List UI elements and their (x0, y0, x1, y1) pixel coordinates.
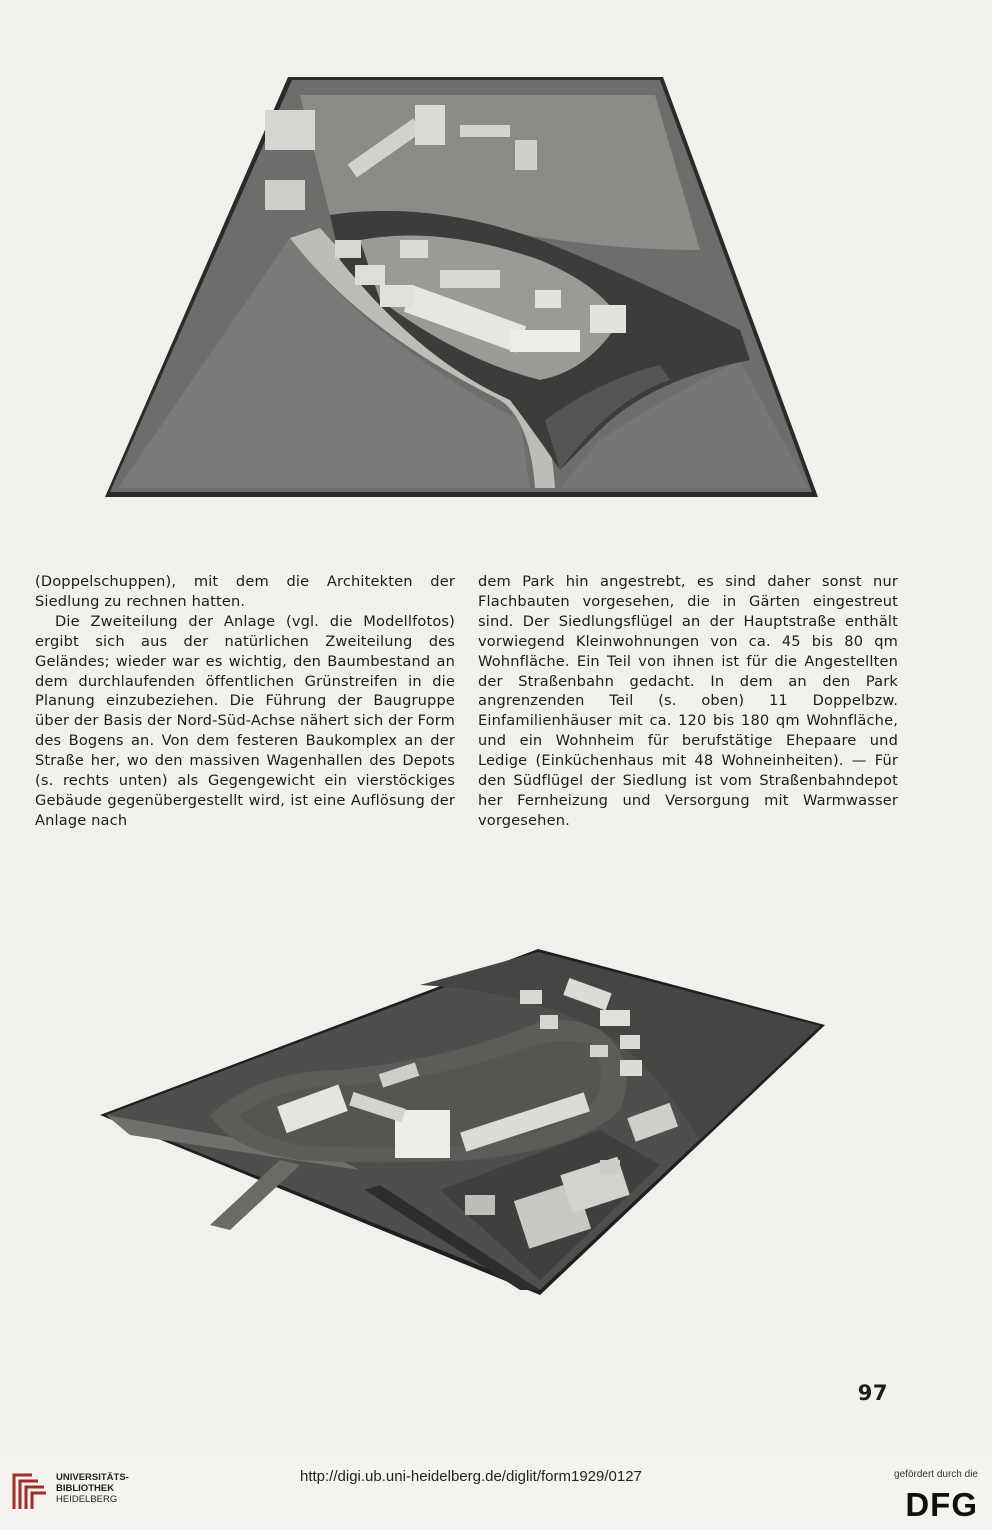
page-number: 97 (857, 1381, 888, 1405)
text-column-right (478, 572, 898, 831)
digitization-footer (0, 1455, 992, 1530)
paragraph: (Doppelschuppen), mit dem die Architekten der Siedlung zu rechnen hatten. (35, 573, 455, 610)
paragraph: Die Zweiteilung der Anlage (vgl. die Modellfotos) ergibt sich aus der natürlichen Zweiteilung des Geländes; wieder war es wichtig, den Baumbestand an dem durchlaufenden öffentlichen Grünstreifen in die Planung einzubeziehen. Die Führung der Baugruppe über der Basis der Nord-Süd-Achse nähert sich der Form des Bogens an. Von dem festeren Baukomplex an der Straße her, wo den massiven Wagenhallen des Depots (s. rechts unten) als Gegengewicht ein vierstöckiges Gebäude gegenübergestellt wird, ist eine Auflösung der Anlage nach (35, 612, 455, 829)
university-library-logo-icon (10, 1469, 50, 1513)
university-library-name: UNIVERSITÄTS- BIBLIOTHEK HEIDELBERG (56, 1472, 129, 1505)
dfg-logo: DFG (905, 1486, 978, 1523)
text-column-left (35, 572, 455, 831)
paragraph: dem Park hin angestrebt, es sind daher sonst nur Flachbauten vorgesehen, die in Gärten eingestreut sind. Der Siedlungsflügel an der Hauptstraße enthält vorwiegend Kleinwohnungen von ca. 45 bis 80 qm Wohnfläche. Ein Teil von ihnen ist für die Angestellten der Straßenbahn gedacht. In dem an den Park angrenzenden Teil (s. oben) 11 Doppelbzw. Einfamilienhäuser mit ca. 120 bis 180 qm Wohnfläche, und ein Wohnheim für berufstätige Ehepaare und Ledige (Einküchenhaus mit 48 Wohneinheiten). — Für den Südflügel der Siedlung ist vom Straßenbahndepot her Fernheizung und Versorgung mit Warmwasser vorgesehen. (478, 573, 898, 829)
permalink-url[interactable]: http://digi.ub.uni-heidelberg.de/diglit/form1929/0127 (300, 1468, 642, 1485)
funded-by-label: gefördert durch die (894, 1469, 978, 1480)
